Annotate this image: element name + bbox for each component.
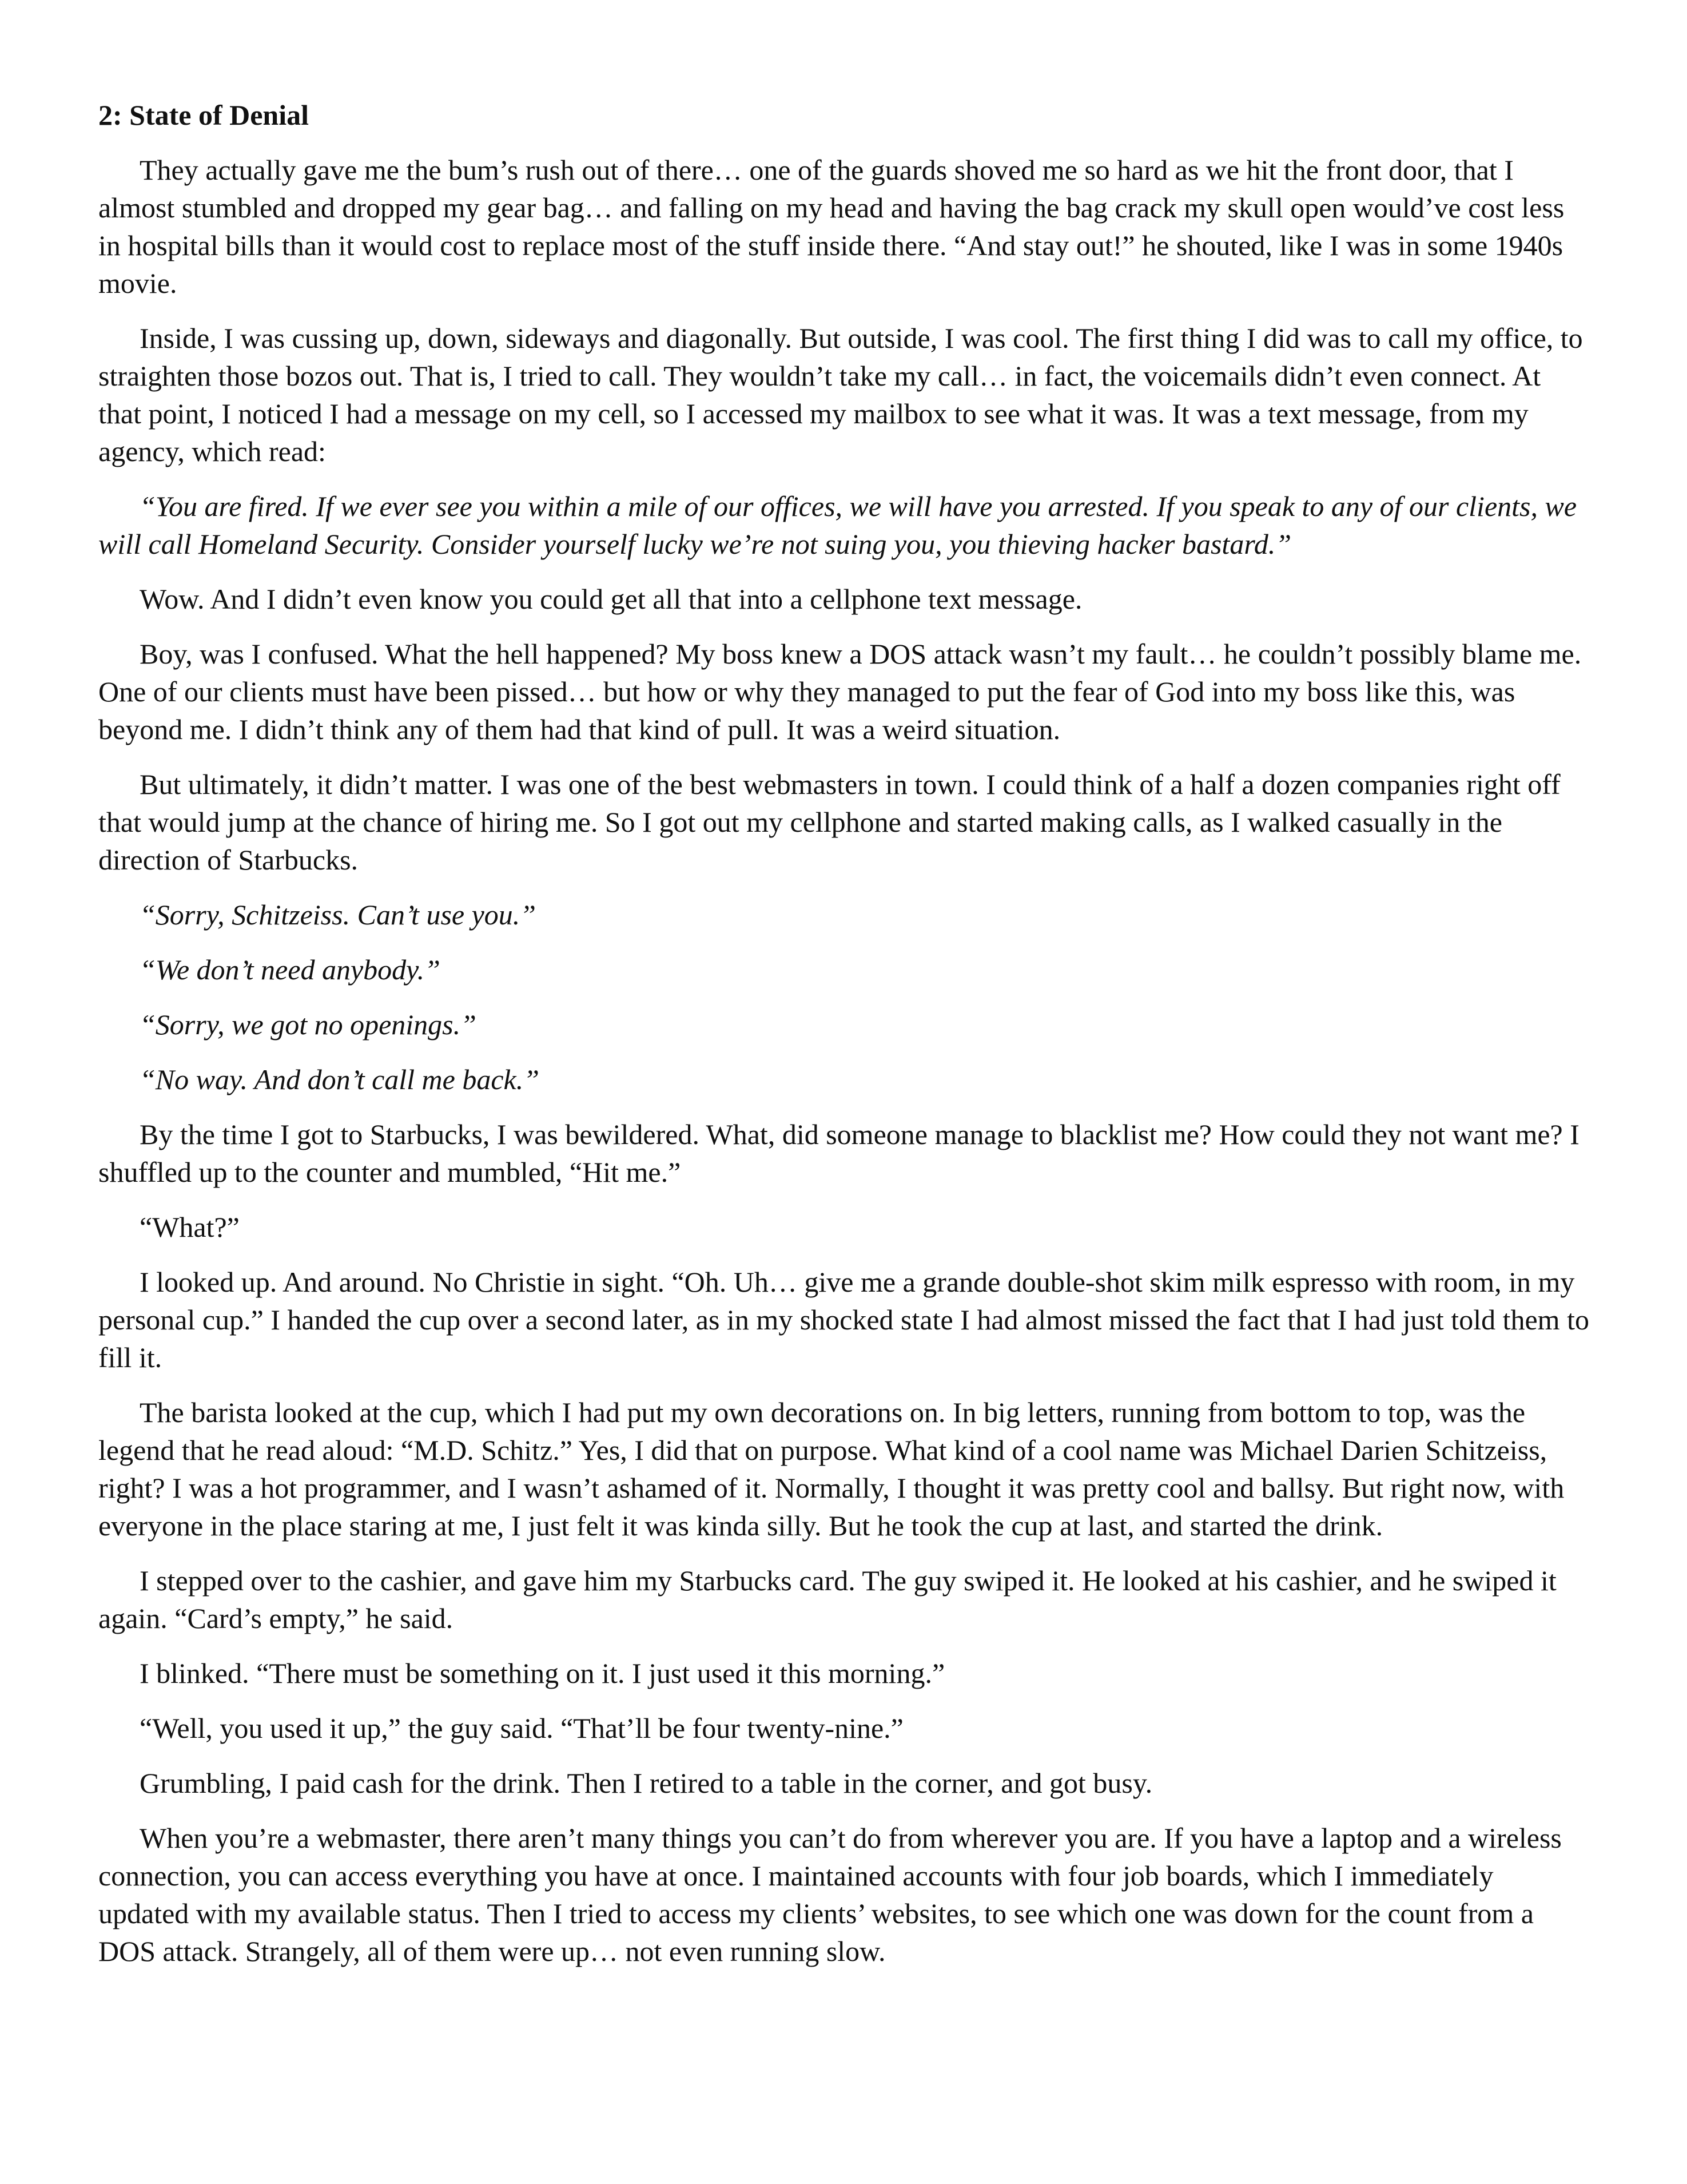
paragraph-quote: “No way. And don’t call me back.”: [140, 1063, 540, 1095]
chapter-body: [98, 151, 1590, 1970]
paragraph-quote: “You are fired. If we ever see you within a mile of our offices, we will have you arrested. If you speak to any of our clients, we will call Homeland Security. Consider yourself lucky we’re not suing you, you thieving hacker bastard.”: [98, 490, 1577, 560]
paragraph: I looked up. And around. No Christie in sight. “Oh. Uh… give me a grande double-shot skim milk espresso with room, in my personal cup.” I handed the cup over a second later, as in my shocked state I had almost missed the fact that I had just told them to fill it.: [98, 1266, 1589, 1373]
paragraph: “Well, you used it up,” the guy said. “That’ll be four twenty-nine.”: [140, 1712, 904, 1744]
chapter-heading: 2: State of Denial: [98, 99, 309, 131]
paragraph: “What?”: [140, 1211, 240, 1243]
paragraph-quote: “Sorry, Schitzeiss. Can’t use you.”: [140, 899, 536, 931]
document-page: [98, 96, 1590, 1987]
paragraph-quote: “We don’t need anybody.”: [140, 954, 440, 986]
paragraph: I stepped over to the cashier, and gave him my Starbucks card. The guy swiped it. He looked at his cashier, and he swiped it again. “Card’s empty,” he said.: [98, 1564, 1557, 1634]
paragraph: When you’re a webmaster, there aren’t many things you can’t do from wherever you are. If you have a laptop and a wireless connection, you can access everything you have at once. I maintained accounts with four job boards, which I immediately updated with my available status. Then I tried to access my clients’ websites, to see which one was down for the count from a DOS attack. Strangely, all of them were up… not even running slow.: [98, 1822, 1562, 1967]
paragraph: By the time I got to Starbucks, I was bewildered. What, did someone manage to blacklist me? How could they not want me? I shuffled up to the counter and mumbled, “Hit me.”: [98, 1118, 1579, 1188]
paragraph: Wow. And I didn’t even know you could get all that into a cellphone text message.: [140, 583, 1083, 615]
paragraph: I blinked. “There must be something on it. I just used it this morning.”: [140, 1657, 945, 1689]
paragraph: Inside, I was cussing up, down, sideways and diagonally. But outside, I was cool. The first thing I did was to call my office, to straighten those bozos out. That is, I tried to call. They wouldn’t take my call… in fact, the voicemails didn’t even connect. At that point, I noticed I had a message on my cell, so I accessed my mailbox to see what it was. It was a text message, from my agency, which read:: [98, 322, 1583, 467]
paragraph: But ultimately, it didn’t matter. I was one of the best webmasters in town. I could think of a half a dozen companies right off that would jump at the chance of hiring me. So I got out my cellphone and started making calls, as I walked casually in the direction of Starbucks.: [98, 768, 1561, 876]
paragraph: Boy, was I confused. What the hell happened? My boss knew a DOS attack wasn’t my fault… he couldn’t possibly blame me. One of our clients must have been pissed… but how or why they managed to put the fear of God into my boss like this, was beyond me. I didn’t think any of them had that kind of pull. It was a weird situation.: [98, 638, 1582, 745]
paragraph: Grumbling, I paid cash for the drink. Then I retired to a table in the corner, and got busy.: [140, 1767, 1153, 1799]
paragraph: They actually gave me the bum’s rush out of there… one of the guards shoved me so hard as we hit the front door, that I almost stumbled and dropped my gear bag… and falling on my head and having the bag crack my skull open would’ve cost less in hospital bills than it would cost to replace most of the stuff inside there. “And stay out!” he shouted, like I was in some 1940s movie.: [98, 154, 1565, 299]
paragraph: The barista looked at the cup, which I had put my own decorations on. In big letters, running from bottom to top, was the legend that he read aloud: “M.D. Schitz.” Yes, I did that on purpose. What kind of a cool name was Michael Darien Schitzeiss, right? I was a hot programmer, and I wasn’t ashamed of it. Normally, I thought it was pretty cool and ballsy. But right now, with everyone in the place staring at me, I just felt it was kinda silly. But he took the cup at last, and started the drink.: [98, 1396, 1565, 1542]
paragraph-quote: “Sorry, we got no openings.”: [140, 1008, 476, 1041]
